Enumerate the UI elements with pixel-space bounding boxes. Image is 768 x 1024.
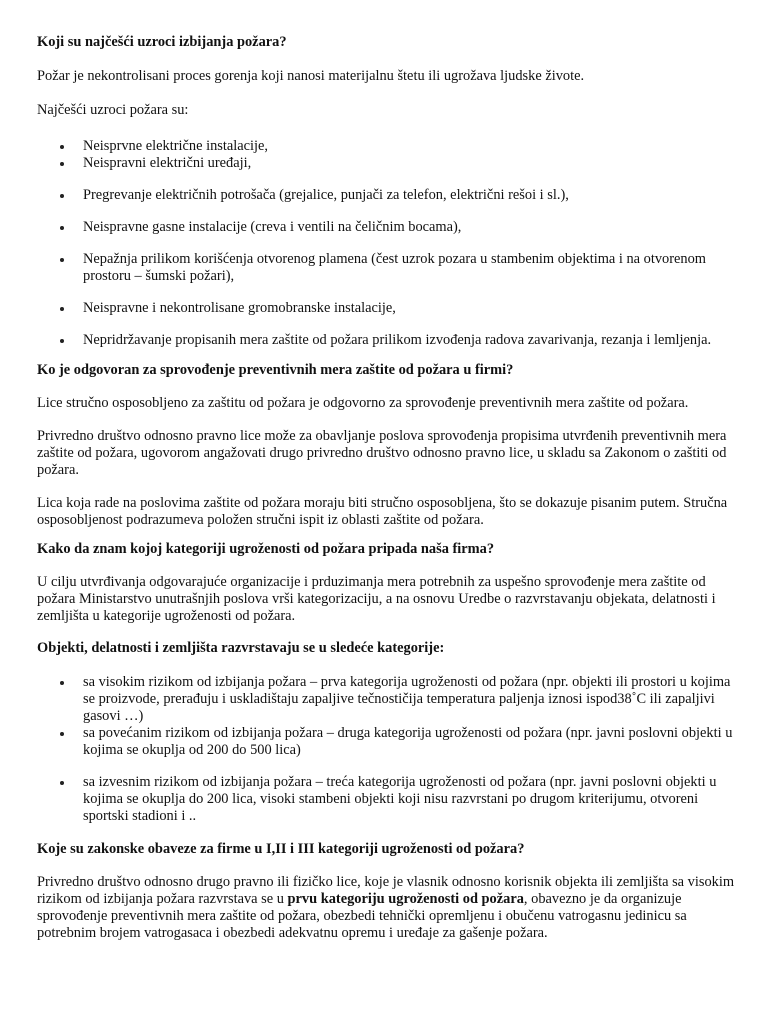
- heading-obligations: Koje su zakonske obaveze za firme u I,II i III kategoriji ugroženosti od požara?: [37, 841, 525, 857]
- heading-causes: Koji su najčešći uzroci izbijanja požara?: [37, 34, 287, 50]
- causes-list: [37, 138, 737, 349]
- list-item: Neispravni električni uređaji,: [37, 155, 737, 172]
- paragraph: Lice stručno osposobljeno za zaštitu od požara je odgovorno za sprovođenje preventivnih mera zaštite od požara.: [37, 395, 689, 411]
- list-item: Nepažnja prilikom korišćenja otvorenog plamena (čest uzrok pozara u stambenim objektima i na otvorenom prostoru – šumski požari),: [37, 251, 737, 285]
- subheading-categories: Objekti, delatnosti i zemljišta razvrstavaju se u sledeće kategorije:: [37, 640, 445, 656]
- emphasis-text: prvu kategoriju ugroženosti od požara: [287, 891, 524, 907]
- list-item: sa povećanim rizikom od izbijanja požara – druga kategorija ugroženosti od požara (npr. javni poslovni objekti u kojima se okuplja od 200 do 500 lica): [37, 725, 737, 759]
- paragraph-obligations: [37, 874, 737, 942]
- categories-list: [37, 674, 737, 825]
- list-item: Neisprvne električne instalacije,: [37, 138, 737, 155]
- paragraph: Lica koja rade na poslovima zaštite od požara moraju biti stručno osposobljena, što se dokazuje pisanim putem. Stručna osposobljenost podrazumeva položen stručni ispit iz oblasti zaštite od požara.: [37, 495, 728, 528]
- list-item: Neispravne i nekontrolisane gromobranske instalacije,: [37, 300, 737, 317]
- text: , obavezno je da organizuje sprovođenje preventivnih mera zaštite od požara, obezbedi tehnički opremljenu i obučenu vatrogasnu jedinicu sa potrebnim brojem vatrogasaca i obezbedi adekvatnu opremu i uređaje za gašenje požara.: [37, 891, 687, 941]
- text: Privredno društvo odnosno drugo pravno ili fizičko lice, koje je vlasnik odnosno korisnik objekta ili zemljišta sa visokim rizikom od izbijanja požara razvrstava se u: [37, 874, 735, 907]
- heading-responsibility: Ko je odgovoran za sprovođenje preventivnih mera zaštite od požara u firmi?: [37, 362, 514, 378]
- list-item: Nepridržavanje propisanih mera zaštite od požara prilikom izvođenja radova zavarivanja, rezanja i lemljenja.: [37, 332, 737, 349]
- paragraph-causes-intro: Najčešći uzroci požara su:: [37, 102, 189, 118]
- heading-category: Kako da znam kojoj kategoriji ugroženosti od požara pripada naša firma?: [37, 541, 495, 557]
- list-item: Pregrevanje električnih potrošača (grejalice, punjači za telefon, električni rešoi i sl.),: [37, 187, 737, 204]
- paragraph: U cilju utvrđivanja odgovarajuće organizacije i prduzimanja mera potrebnih za uspešno sprovođenje mera zaštite od požara Ministarstvo unutrašnjih poslova vrši kategorizaciju, a na osnovu Uredbe o razvrstavanju objekata, delatnosti i zemljišta u kategorije ugroženosti od požara.: [37, 574, 716, 624]
- list-item: Neispravne gasne instalacije (creva i ventili na čeličnim bocama),: [37, 219, 737, 236]
- document-page: [37, 34, 737, 942]
- list-item: sa visokim rizikom od izbijanja požara – prva kategorija ugroženosti od požara (npr. objekti ili prostori u kojima se proizvode, prerađuju i uskladištaju zapaljive tečnostičija temperatura paljenja iznosi ispod38˚C ili zapaljivi gasovi …): [37, 674, 737, 725]
- paragraph-definition: Požar je nekontrolisani proces gorenja koji nanosi materijalnu štetu ili ugrožava ljudske živote.: [37, 68, 585, 84]
- paragraph: Privredno društvo odnosno pravno lice može za obavljanje poslova sprovođenja propisima utvrđenih preventivnih mera zaštite od požara, ugovorom angažovati drugo privredno društvo odnosno pravno lice, u skladu sa Zakonom o zaštiti od požara.: [37, 428, 727, 478]
- list-item: sa izvesnim rizikom od izbijanja požara – treća kategorija ugroženosti od požara (npr. javni poslovni objekti u kojima se okuplja do 200 lica, visoki stambeni objekti koji nisu razvrstani po drugom kriterijumu, otvoreni sportski stadioni i ..: [37, 774, 737, 825]
